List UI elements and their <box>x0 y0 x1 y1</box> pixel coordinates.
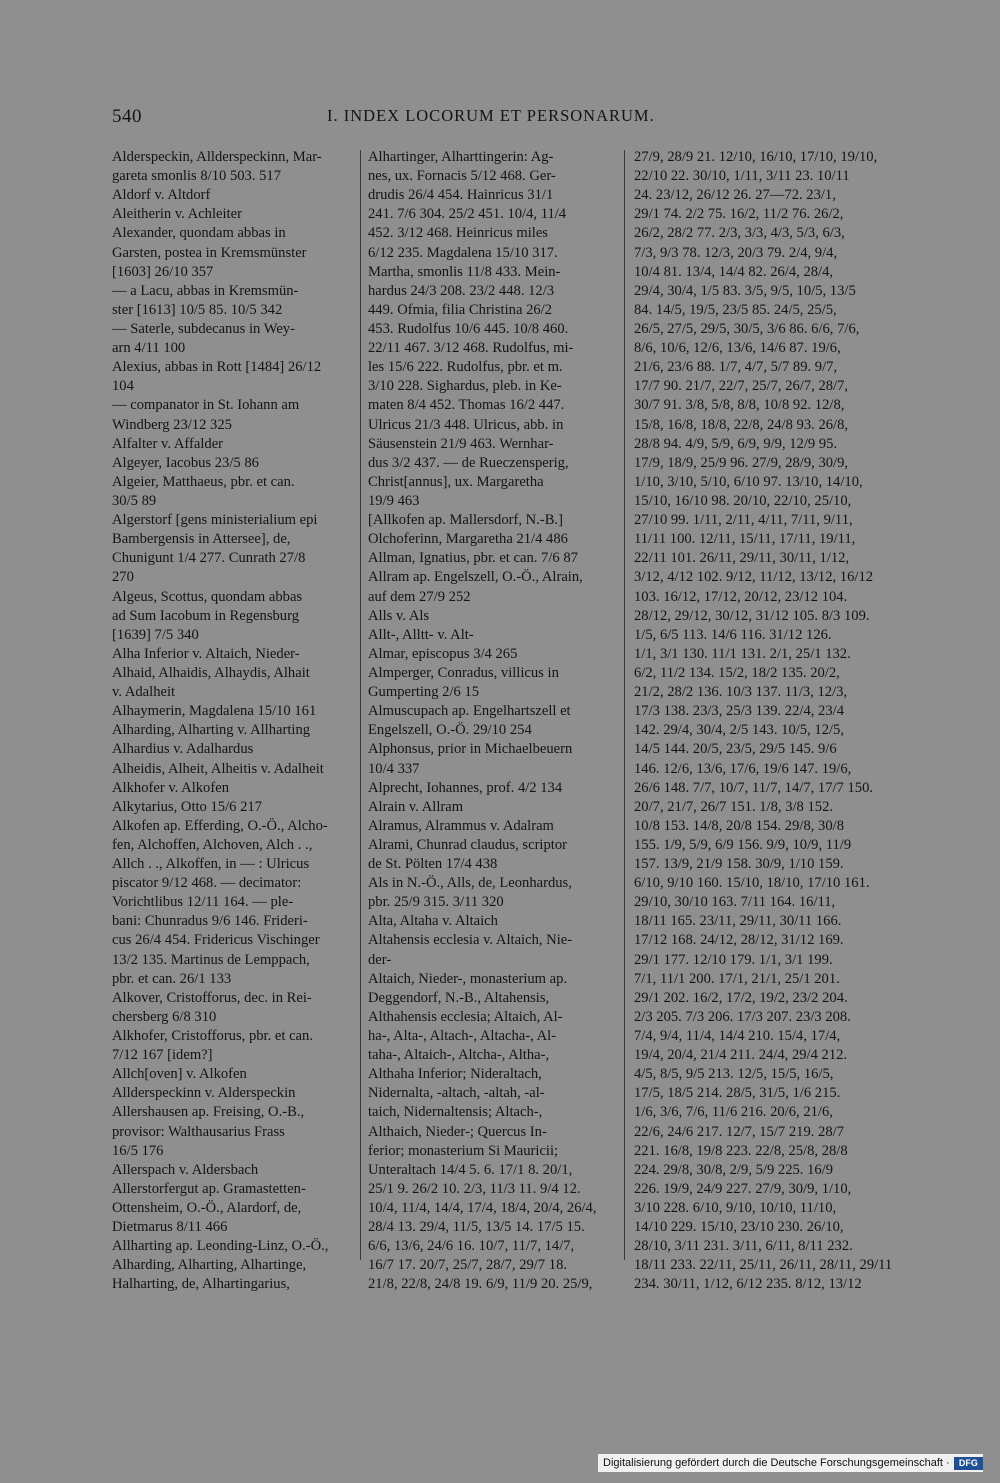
index-line: taha-, Altaich-, Altcha-, Altha-, <box>368 1047 550 1064</box>
index-line: Dietmarus 8/11 466 <box>112 1219 228 1236</box>
index-line: 14/5 144. 20/5, 23/5, 29/5 145. 9/6 <box>634 741 837 758</box>
index-line: Engelszell, O.-Ö. 29/10 254 <box>368 722 532 739</box>
index-line: bani: Chunradus 9/6 146. Frideri- <box>112 913 308 930</box>
index-line: 3/10 228. 6/10, 9/10, 10/10, 11/10, <box>634 1200 837 1217</box>
index-line: de St. Pölten 17/4 438 <box>368 856 498 873</box>
index-line: 22/10 22. 30/10, 1/11, 3/11 23. 10/11 <box>634 168 850 185</box>
running-title: I. INDEX LOCORUM ET PERSONARUM. <box>327 106 655 125</box>
index-line: [Allkofen ap. Mallersdorf, N.-B.] <box>368 512 563 529</box>
index-line: 29/1 202. 16/2, 17/2, 19/2, 23/2 204. <box>634 989 848 1006</box>
index-line: Alkover, Cristofforus, dec. in Rei- <box>112 989 312 1006</box>
index-line: Althaich, Nieder-; Quercus In- <box>368 1123 547 1140</box>
index-line: 17/3 138. 23/3, 25/3 139. 22/4, 23/4 <box>634 703 844 720</box>
index-line: Allman, Ignatius, pbr. et can. 7/6 87 <box>368 550 578 567</box>
index-line: 3/12, 4/12 102. 9/12, 11/12, 13/12, 16/12 <box>634 569 874 586</box>
index-line: Alexander, quondam abbas in <box>112 225 286 242</box>
index-line: Alha Inferior v. Altaich, Nieder- <box>112 645 300 662</box>
index-line: Algeyer, Iacobus 23/5 86 <box>112 454 259 471</box>
index-line: 4/5, 8/5, 9/5 213. 12/5, 15/5, 16/5, <box>634 1066 834 1083</box>
index-line: Altaich, Nieder-, monasterium ap. <box>368 970 568 987</box>
index-line: [1639] 7/5 340 <box>112 626 199 643</box>
index-line: 6/6, 13/6, 24/6 16. 10/7, 11/7, 14/7, <box>368 1238 575 1255</box>
index-line: 17/9, 18/9, 25/9 96. 27/9, 28/9, 30/9, <box>634 454 849 471</box>
index-line: Algeier, Matthaeus, pbr. et can. <box>112 473 295 490</box>
digitization-footer <box>598 1454 983 1472</box>
index-line: 19/9 463 <box>368 492 420 509</box>
index-line: Säusenstein 21/9 463. Wernhar- <box>368 435 554 452</box>
index-line: Allch[oven] v. Alkofen <box>112 1066 247 1083</box>
index-line: Alkytarius, Otto 15/6 217 <box>112 798 262 815</box>
index-line: Christ[annus], ux. Margaretha <box>368 473 544 490</box>
column-divider <box>360 150 361 1260</box>
index-line: Allershausen ap. Freising, O.-B., <box>112 1104 305 1121</box>
index-line: piscator 9/12 468. — decimator: <box>112 875 302 892</box>
index-line: 234. 30/11, 1/12, 6/12 235. 8/12, 13/12 <box>634 1276 862 1293</box>
index-line: dus 3/2 437. — de Rueczensperig, <box>368 454 569 471</box>
index-line: Alprecht, Iohannes, prof. 4/2 134 <box>368 779 563 796</box>
index-line: 155. 1/9, 5/9, 6/9 156. 9/9, 10/9, 11/9 <box>634 836 852 853</box>
index-column-1 <box>112 148 358 1295</box>
index-line: Alta, Altaha v. Altaich <box>368 913 498 930</box>
index-line: Allt-, Alltt- v. Alt- <box>368 626 474 643</box>
index-line: 3/10 228. Sighardus, pleb. in Ke- <box>368 378 562 395</box>
column-divider <box>624 150 625 1260</box>
index-line: Garsten, postea in Kremsmünster <box>112 244 307 261</box>
index-line: ad Sum Iacobum in Regensburg <box>112 607 299 624</box>
index-column-2 <box>368 148 614 1295</box>
index-line: provisor: Walthausarius Frass <box>112 1123 285 1140</box>
index-line: Chunigunt 1/4 277. Cunrath 27/8 <box>112 550 306 567</box>
index-line: 6/12 235. Magdalena 15/10 317. <box>368 244 558 261</box>
index-line: 16/5 176 <box>112 1142 164 1159</box>
index-line: 146. 12/6, 13/6, 17/6, 19/6 147. 19/6, <box>634 760 852 777</box>
index-line: Alharding, Alharting v. Allharting <box>112 722 311 739</box>
index-line: 25/1 9. 26/2 10. 2/3, 11/3 11. 9/4 12. <box>368 1180 581 1197</box>
index-line: 10/4 337 <box>368 760 420 777</box>
index-line: 84. 14/5, 19/5, 23/5 85. 24/5, 25/5, <box>634 301 837 318</box>
index-line: Allerstorfergut ap. Gramastetten- <box>112 1180 306 1197</box>
index-line: 28/4 13. 29/4, 11/5, 13/5 14. 17/5 15. <box>368 1219 585 1236</box>
page-header <box>112 102 832 134</box>
index-line: 449. Ofmia, filia Christina 26/2 <box>368 301 553 318</box>
index-line: 26/2, 28/2 77. 2/3, 3/3, 4/3, 5/3, 6/3, <box>634 225 845 242</box>
index-line: 26/5, 27/5, 29/5, 30/5, 3/6 86. 6/6, 7/6, <box>634 320 860 337</box>
index-line: 10/4, 11/4, 14/4, 17/4, 18/4, 20/4, 26/4, <box>368 1200 597 1217</box>
index-line: ferior; monasterium Si Mauricii; <box>368 1142 559 1159</box>
index-line: Alharding, Alharting, Alhartinge, <box>112 1257 307 1274</box>
index-line: Ulricus 21/3 448. Ulricus, abb. in <box>368 416 564 433</box>
index-line: 28/8 94. 4/9, 5/9, 6/9, 9/9, 12/9 95. <box>634 435 838 452</box>
index-line: 224. 29/8, 30/8, 2/9, 5/9 225. 16/9 <box>634 1161 834 1178</box>
index-line: Algerstorf [gens ministerialium epi <box>112 512 318 529</box>
index-line: Almuscupach ap. Engelhartszell et <box>368 703 571 720</box>
index-line: fen, Alchoffen, Alchoven, Alch . ., <box>112 836 313 853</box>
index-line: 2/3 205. 7/3 206. 17/3 207. 23/3 208. <box>634 1008 851 1025</box>
index-line: 28/10, 3/11 231. 3/11, 6/11, 8/11 232. <box>634 1238 853 1255</box>
index-line: 1/1, 3/1 130. 11/1 131. 2/1, 25/1 132. <box>634 645 851 662</box>
index-line: Unteraltach 14/4 5. 6. 17/1 8. 20/1, <box>368 1161 573 1178</box>
index-line: 19/4, 20/4, 21/4 211. 24/4, 29/4 212. <box>634 1047 848 1064</box>
index-line: Almperger, Conradus, villicus in <box>368 664 559 681</box>
index-line: v. Adalheit <box>112 684 176 701</box>
index-line: Althaha Inferior; Nideraltach, <box>368 1066 542 1083</box>
index-line: 1/10, 3/10, 5/10, 6/10 97. 13/10, 14/10, <box>634 473 863 490</box>
index-line: cus 26/4 454. Fridericus Vischinger <box>112 932 320 949</box>
index-line: gareta smonlis 8/10 503. 517 <box>112 168 282 185</box>
index-line: 221. 16/8, 19/8 223. 22/8, 25/8, 28/8 <box>634 1142 848 1159</box>
index-line: 157. 13/9, 21/9 158. 30/9, 1/10 159. <box>634 856 844 873</box>
index-line: Alhardius v. Adalhardus <box>112 741 254 758</box>
index-line: Altahensis ecclesia v. Altaich, Nie- <box>368 932 573 949</box>
index-line: 21/8, 22/8, 24/8 19. 6/9, 11/9 20. 25/9, <box>368 1276 593 1293</box>
index-line: 21/2, 28/2 136. 10/3 137. 11/3, 12/3, <box>634 684 848 701</box>
index-line: [1603] 26/10 357 <box>112 263 214 280</box>
index-line: der- <box>368 951 392 968</box>
index-line: Ottensheim, O.-Ö., Alardorf, de, <box>112 1200 302 1217</box>
index-line: 22/6, 24/6 217. 12/7, 15/7 219. 28/7 <box>634 1123 844 1140</box>
index-line: Algeus, Scottus, quondam abbas <box>112 588 303 605</box>
index-line: Aldorf v. Altdorf <box>112 187 211 204</box>
index-line: 27/9, 28/9 21. 12/10, 16/10, 17/10, 19/10, <box>634 149 878 165</box>
index-line: Allharting ap. Leonding-Linz, O.-Ö., <box>112 1238 329 1255</box>
index-line: Althahensis ecclesia; Altaich, Al- <box>368 1008 563 1025</box>
index-line: 6/10, 9/10 160. 15/10, 18/10, 17/10 161. <box>634 875 870 892</box>
dfg-logo: DFG <box>954 1457 983 1470</box>
index-line: Martha, smonlis 11/8 433. Mein- <box>368 263 561 280</box>
index-line: Allram ap. Engelszell, O.-Ö., Alrain, <box>368 569 583 586</box>
index-line: 8/6, 10/6, 12/6, 13/6, 14/6 87. 19/6, <box>634 340 841 357</box>
index-line: Bambergensis in Attersee], de, <box>112 531 291 548</box>
index-line: 1/5, 6/5 113. 14/6 116. 31/12 126. <box>634 626 832 643</box>
index-line: Aleitherin v. Achleiter <box>112 206 242 223</box>
index-line: Alrain v. Allram <box>368 798 464 815</box>
index-line: 29/10, 30/10 163. 7/11 164. 16/11, <box>634 894 836 911</box>
index-line: 30/7 91. 3/8, 5/8, 8/8, 10/8 92. 12/8, <box>634 397 845 414</box>
index-line: Allch . ., Alkoffen, in — : Ulricus <box>112 856 310 873</box>
page-number: 540 <box>112 106 142 127</box>
index-line: 6/2, 11/2 134. 15/2, 18/2 135. 20/2, <box>634 664 840 681</box>
index-line: 29/1 177. 12/10 179. 1/1, 3/1 199. <box>634 951 833 968</box>
index-line: 29/1 74. 2/2 75. 16/2, 11/2 76. 26/2, <box>634 206 844 223</box>
index-line: 17/7 90. 21/7, 22/7, 25/7, 26/7, 28/7, <box>634 378 849 395</box>
index-line: 10/8 153. 14/8, 20/8 154. 29/8, 30/8 <box>634 817 844 834</box>
index-line: Vorichtlibus 12/11 164. — ple- <box>112 894 294 911</box>
index-line: 18/11 165. 23/11, 29/11, 30/11 166. <box>634 913 842 930</box>
index-line: — Saterle, subdecanus in Wey- <box>112 320 295 337</box>
index-line: 241. 7/6 304. 25/2 451. 10/4, 11/4 <box>368 206 567 223</box>
index-line: auf dem 27/9 252 <box>368 588 471 605</box>
index-line: 226. 19/9, 24/9 227. 27/9, 30/9, 1/10, <box>634 1180 852 1197</box>
index-line: 29/4, 30/4, 1/5 83. 3/5, 9/5, 10/5, 13/5 <box>634 282 856 299</box>
index-line: pbr. et can. 26/1 133 <box>112 970 232 987</box>
index-line: 453. Rudolfus 10/6 445. 10/8 460. <box>368 320 569 337</box>
index-line: drudis 26/4 454. Hainricus 31/1 <box>368 187 554 204</box>
index-line: pbr. 25/9 315. 3/11 320 <box>368 894 504 911</box>
index-line: Alphonsus, prior in Michaelbeuern <box>368 741 573 758</box>
index-line: 18/11 233. 22/11, 25/11, 26/11, 28/11, 29/11 <box>634 1257 893 1274</box>
index-line: 30/5 89 <box>112 492 157 509</box>
index-line: ster [1613] 10/5 85. 10/5 342 <box>112 301 283 318</box>
index-line: 104 <box>112 378 134 395</box>
footer-credit-text: Digitalisierung gefördert durch die Deutsche Forschungsgemeinschaft · <box>603 1457 950 1469</box>
index-line: 26/6 148. 7/7, 10/7, 11/7, 14/7, 17/7 150. <box>634 779 874 796</box>
index-line: 7/1, 11/1 200. 17/1, 21/1, 25/1 201. <box>634 970 840 987</box>
index-line: maten 8/4 452. Thomas 16/2 447. <box>368 397 565 414</box>
index-line: Alfalter v. Affalder <box>112 435 224 452</box>
index-line: Alexius, abbas in Rott [1484] 26/12 <box>112 359 322 376</box>
index-line: Allderspeckinn v. Alderspeckin <box>112 1085 296 1102</box>
index-line: 13/2 135. Martinus de Lemppach, <box>112 951 310 968</box>
index-line: Allerspach v. Aldersbach <box>112 1161 259 1178</box>
index-line: 1/6, 3/6, 7/6, 11/6 216. 20/6, 21/6, <box>634 1104 833 1121</box>
index-line: 22/11 467. 3/12 468. Rudolfus, mi- <box>368 340 574 357</box>
index-line: Alls v. Als <box>368 607 430 624</box>
index-line: Alrami, Chunrad claudus, scriptor <box>368 836 567 853</box>
index-line: 7/4, 9/4, 11/4, 14/4 210. 15/4, 17/4, <box>634 1028 841 1045</box>
index-line: arn 4/11 100 <box>112 340 186 357</box>
index-line: 17/12 168. 24/12, 28/12, 31/12 169. <box>634 932 844 949</box>
index-line: 17/5, 18/5 214. 28/5, 31/5, 1/6 215. <box>634 1085 841 1102</box>
index-line: Alhaymerin, Magdalena 15/10 161 <box>112 703 317 720</box>
index-line: Olchoferinn, Margaretha 21/4 486 <box>368 531 568 548</box>
index-line: Gumperting 2/6 15 <box>368 684 480 701</box>
index-line: 15/8, 16/8, 18/8, 22/8, 24/8 93. 26/8, <box>634 416 849 433</box>
index-line: 7/12 167 [idem?] <box>112 1047 213 1064</box>
index-line: Nidernalta, -altach, -altah, -al- <box>368 1085 545 1102</box>
index-line: les 15/6 222. Rudolfus, pbr. et m. <box>368 359 563 376</box>
index-line: 103. 16/12, 17/12, 20/12, 23/12 104. <box>634 588 848 605</box>
index-line: hardus 24/3 208. 23/2 448. 12/3 <box>368 282 555 299</box>
index-line: 142. 29/4, 30/4, 2/5 143. 10/5, 12/5, <box>634 722 844 739</box>
index-line: 20/7, 21/7, 26/7 151. 1/8, 3/8 152. <box>634 798 834 815</box>
index-line: 16/7 17. 20/7, 25/7, 28/7, 29/7 18. <box>368 1257 568 1274</box>
index-line: 28/12, 29/12, 30/12, 31/12 105. 8/3 109. <box>634 607 870 624</box>
index-line: 24. 23/12, 26/12 26. 27—72. 23/1, <box>634 187 836 204</box>
index-line: Windberg 23/12 325 <box>112 416 232 433</box>
index-line: Alheidis, Alheit, Alheitis v. Adalheit <box>112 760 324 777</box>
index-line: Halharting, de, Alhartingarius, <box>112 1276 290 1293</box>
index-line: taich, Nidernaltensis; Altach-, <box>368 1104 543 1121</box>
index-line: 452. 3/12 468. Heinricus miles <box>368 225 548 242</box>
index-line: Alhaid, Alhaidis, Alhaydis, Alhait <box>112 664 310 681</box>
index-line: 22/11 101. 26/11, 29/11, 30/11, 1/12, <box>634 550 850 567</box>
index-column-3 <box>634 148 893 1295</box>
index-line: Alkhofer, Cristofforus, pbr. et can. <box>112 1028 313 1045</box>
index-line: Als in N.-Ö., Alls, de, Leonhardus, <box>368 875 572 892</box>
index-line: 14/10 229. 15/10, 23/10 230. 26/10, <box>634 1219 844 1236</box>
index-line: nes, ux. Fornacis 5/12 468. Ger- <box>368 168 556 185</box>
index-line: — companator in St. Iohann am <box>112 397 300 414</box>
index-line: 15/10, 16/10 98. 20/10, 22/10, 25/10, <box>634 492 852 509</box>
index-line: Alkhofer v. Alkofen <box>112 779 229 796</box>
index-line: chersberg 6/8 310 <box>112 1008 217 1025</box>
index-line: 27/10 99. 1/11, 2/11, 4/11, 7/11, 9/11, <box>634 512 853 529</box>
index-line: Almar, episcopus 3/4 265 <box>368 645 518 662</box>
index-line: 7/3, 9/3 78. 12/3, 20/3 79. 2/4, 9/4, <box>634 244 838 261</box>
index-line: — a Lacu, abbas in Kremsmün- <box>112 282 299 299</box>
index-line: 270 <box>112 569 134 586</box>
index-line: 10/4 81. 13/4, 14/4 82. 26/4, 28/4, <box>634 263 834 280</box>
index-line: 11/11 100. 12/11, 15/11, 17/11, 19/11, <box>634 531 856 548</box>
index-line: ha-, Alta-, Altach-, Altacha-, Al- <box>368 1028 557 1045</box>
index-line: 21/6, 23/6 88. 1/7, 4/7, 5/7 89. 9/7, <box>634 359 838 376</box>
index-line: Alderspeckin, Allderspeckinn, Mar- <box>112 149 322 165</box>
index-line: Alramus, Alrammus v. Adalram <box>368 817 554 834</box>
index-line: Alhartinger, Alharttingerin: Ag- <box>368 149 554 165</box>
index-line: Alkofen ap. Efferding, O.-Ö., Alcho- <box>112 817 328 834</box>
index-line: Deggendorf, N.-B., Altahensis, <box>368 989 550 1006</box>
